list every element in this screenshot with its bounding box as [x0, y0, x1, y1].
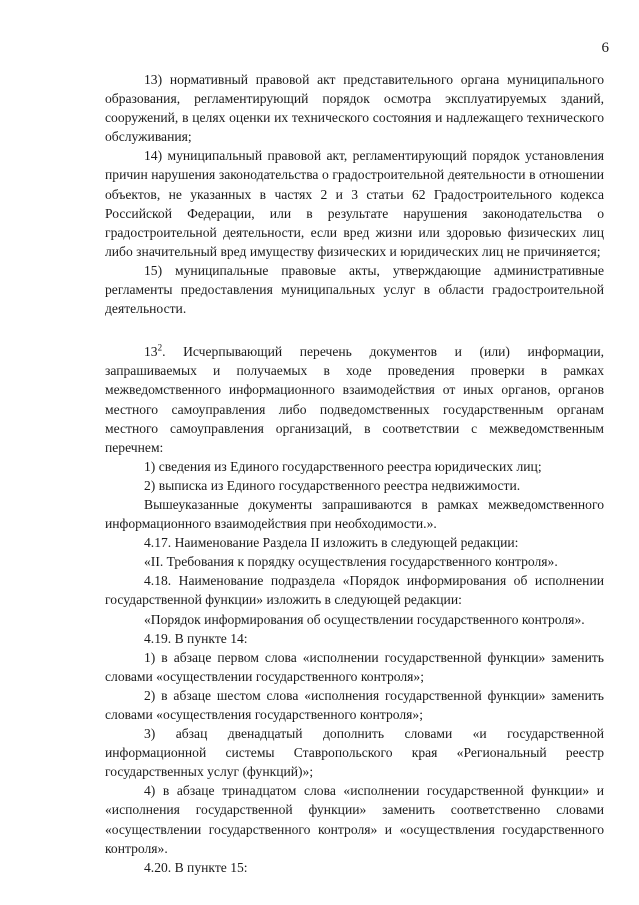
paragraph: «Порядок информирования об осуществлении государственного контроля».: [144, 611, 585, 627]
page-number: 6: [601, 40, 609, 56]
paragraph-number: 13: [144, 344, 158, 360]
document-body: [105, 70, 604, 877]
paragraph: «II. Требования к порядку осуществления государственного контроля».: [144, 554, 558, 570]
paragraph: Вышеуказанные документы запрашиваются в рамках межведомственного информационного взаимодействия при необходимости.».: [105, 496, 604, 532]
paragraph: 13) нормативный правовой акт представительного органа муниципального образования, регламентирующий порядок осмотра эксплуатируемых зданий, сооружений, в целях оценки их технического состояния и надлежащего технического обслуживания;: [105, 72, 604, 145]
paragraph: 4.18. Наименование подраздела «Порядок информирования об исполнении государственной функции» изложить в следующей редакции:: [105, 573, 604, 608]
paragraph: 4.20. В пункте 15:: [144, 859, 248, 875]
paragraph: 14) муниципальный правовой акт, регламентирующий порядок установления причин нарушения законодательства о градостроительной деятельности в отношении объектов, не указанных в частях 2 и 3 статьи 62 Градостроительного кодекса Российской Федерации, или в результате нарушения законодательства о градостроительной деятельности, если вред жизни или здоровью физических лиц либо значительный вред имуществу физических и юридических лиц не причиняется;: [105, 148, 604, 259]
paragraph: 15) муниципальные правовые акты, утверждающие административные регламенты предоставления муниципальных услуг в области градостроительной деятельности.: [105, 262, 604, 317]
paragraph: 2) выписка из Единого государственного реестра недвижимости.: [144, 477, 521, 493]
paragraph: 4.19. В пункте 14:: [144, 630, 248, 646]
paragraph: 4.17. Наименование Раздела II изложить в следующей редакции:: [144, 535, 519, 551]
paragraph: 2) в абзаце шестом слова «исполнения государственной функции» заменить словами «осуществления государственного контроля»;: [105, 687, 604, 722]
paragraph: 1) сведения из Единого государственного реестра юридических лиц;: [144, 458, 542, 474]
paragraph-number-superscript: 2: [157, 342, 163, 353]
paragraph: 4) в абзаце тринадцатом слова «исполнении государственной функции» и «исполнения государственной функции» заменить соответственно словами «осуществлении государственного контроля» и «осуществления государственного контроля».: [105, 783, 604, 856]
paragraph-13-2: [105, 342, 604, 457]
paragraph: 3) абзац двенадцатый дополнить словами «и государственной информационной системы Ставропольского края «Региональный реестр государственных услуг (функций)»;: [105, 726, 604, 780]
paragraph-text: . Исчерпывающий перечень документов и (или) информации, запрашиваемых и получаемых в ходе проведения проверки в рамках межведомственного информационного взаимодействия от иных органов, органов местного самоуправления либо подведомственных государственным органам местного самоуправления организаций, в соответствии с межведомственным перечнем:: [105, 344, 604, 455]
paragraph-gap: [105, 318, 604, 342]
paragraph: 1) в абзаце первом слова «исполнении государственной функции» заменить словами «осуществлении государственного контроля»;: [105, 649, 604, 684]
